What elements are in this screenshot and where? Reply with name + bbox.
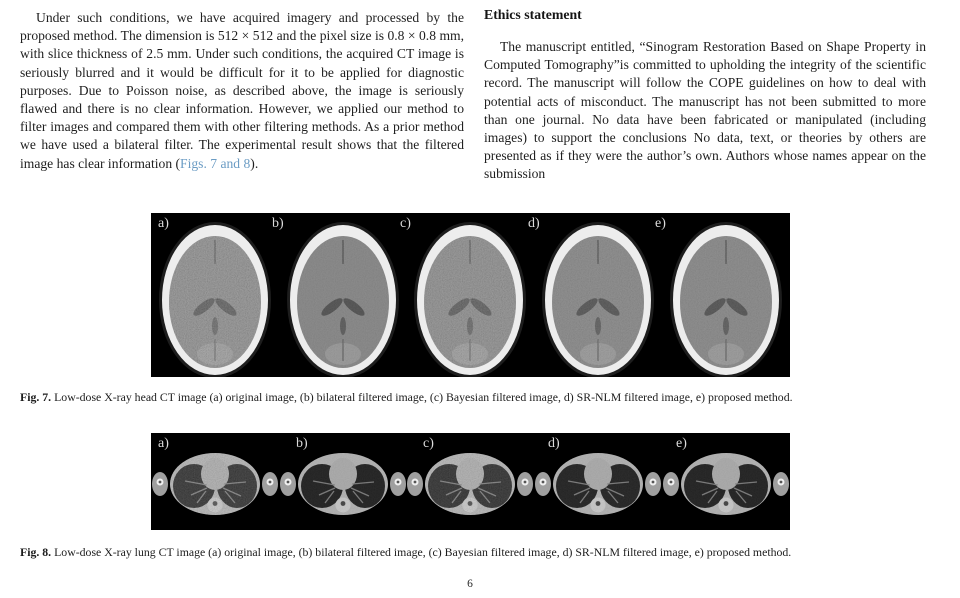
ethics-statement-heading: Ethics statement bbox=[484, 7, 582, 22]
fig8-caption-label: Fig. 8. bbox=[20, 545, 52, 559]
lung-ct-panel-d bbox=[535, 453, 661, 515]
left-paragraph-text: Under such conditions, we have acquired imagery and processed by the proposed method. The dimension is 512 × 512 and the pixel size is 0.8 × 0.8 mm, with slice thickness of 2.5 mm. Under such conditions, the acquired CT image is seriously blurred and it would be difficult for it to be applied for diagnostic purposes. Due to Poisson noise, as described above, the image is seriously flawed and there is no clear information. However, we applied our method to filter images and compared them with other filtering methods. As a prior method we have used a bilateral filter. The experimental result shows that the filtered image has clear information ( bbox=[20, 10, 464, 171]
fig8-panel-label-d: d) bbox=[548, 436, 560, 451]
head-ct-panel-d bbox=[542, 222, 654, 377]
left-paragraph bbox=[20, 9, 464, 173]
fig7-panel-label-c: c) bbox=[400, 216, 411, 231]
fig7-caption-label: Fig. 7. bbox=[20, 390, 52, 404]
fig7-caption-text: Low-dose X-ray head CT image (a) original image, (b) bilateral filtered image, (c) Bayesian filtered image, d) SR-NLM filtered image, e) proposed method. bbox=[54, 390, 793, 404]
head-ct-panel-b bbox=[287, 222, 399, 377]
right-column bbox=[484, 0, 926, 184]
head-ct-strip-svg bbox=[151, 213, 790, 377]
fig7-panel-label-b: b) bbox=[272, 216, 284, 231]
left-column bbox=[20, 4, 464, 173]
fig7-panel-label-d: d) bbox=[528, 216, 540, 231]
fig8-panel-label-c: c) bbox=[423, 436, 434, 451]
fig7-panel-label-e: e) bbox=[655, 216, 666, 231]
lung-ct-panel-e bbox=[663, 453, 789, 515]
left-paragraph-text-after: ). bbox=[250, 155, 259, 171]
fig7-caption bbox=[20, 390, 944, 405]
head-ct-panel-e bbox=[670, 222, 782, 377]
lung-ct-panel-a bbox=[152, 453, 278, 515]
fig8-caption-text: Low-dose X-ray lung CT image (a) original image, (b) bilateral filtered image, (c) Bayesian filtered image, d) SR-NLM filtered image, e) proposed method. bbox=[54, 545, 792, 559]
fig8-panel-label-a: a) bbox=[158, 436, 169, 451]
figure8-image bbox=[151, 433, 790, 530]
lung-ct-panel-c bbox=[407, 453, 533, 515]
figs-7-and-8-link[interactable]: Figs. 7 and 8 bbox=[180, 155, 251, 171]
fig7-panel-label-a: a) bbox=[158, 216, 169, 231]
page-number: 6 bbox=[467, 578, 473, 590]
lung-ct-panel-b bbox=[280, 453, 406, 515]
head-ct-panel-a bbox=[159, 222, 271, 377]
ethics-statement-paragraph: The manuscript entitled, “Sinogram Restoration Based on Shape Property in Computed Tomography”is committed to upholding the integrity of the scientific record. The manuscript will follow the COPE guidelines on how to deal with potential acts of misconduct. The manuscript has not been submitted to more than one journal. No data have been fabricated or manipulated (including images) to support the conclusions No data, text, or theories by others are presented as if they were the author’s own. Authors whose names appear on the submission bbox=[484, 39, 926, 182]
lung-ct-strip-svg bbox=[151, 433, 790, 530]
fig8-panel-label-b: b) bbox=[296, 436, 308, 451]
head-ct-panel-c bbox=[414, 222, 526, 377]
figure7-image bbox=[151, 213, 790, 377]
fig8-panel-label-e: e) bbox=[676, 436, 687, 451]
fig8-caption bbox=[20, 545, 944, 560]
